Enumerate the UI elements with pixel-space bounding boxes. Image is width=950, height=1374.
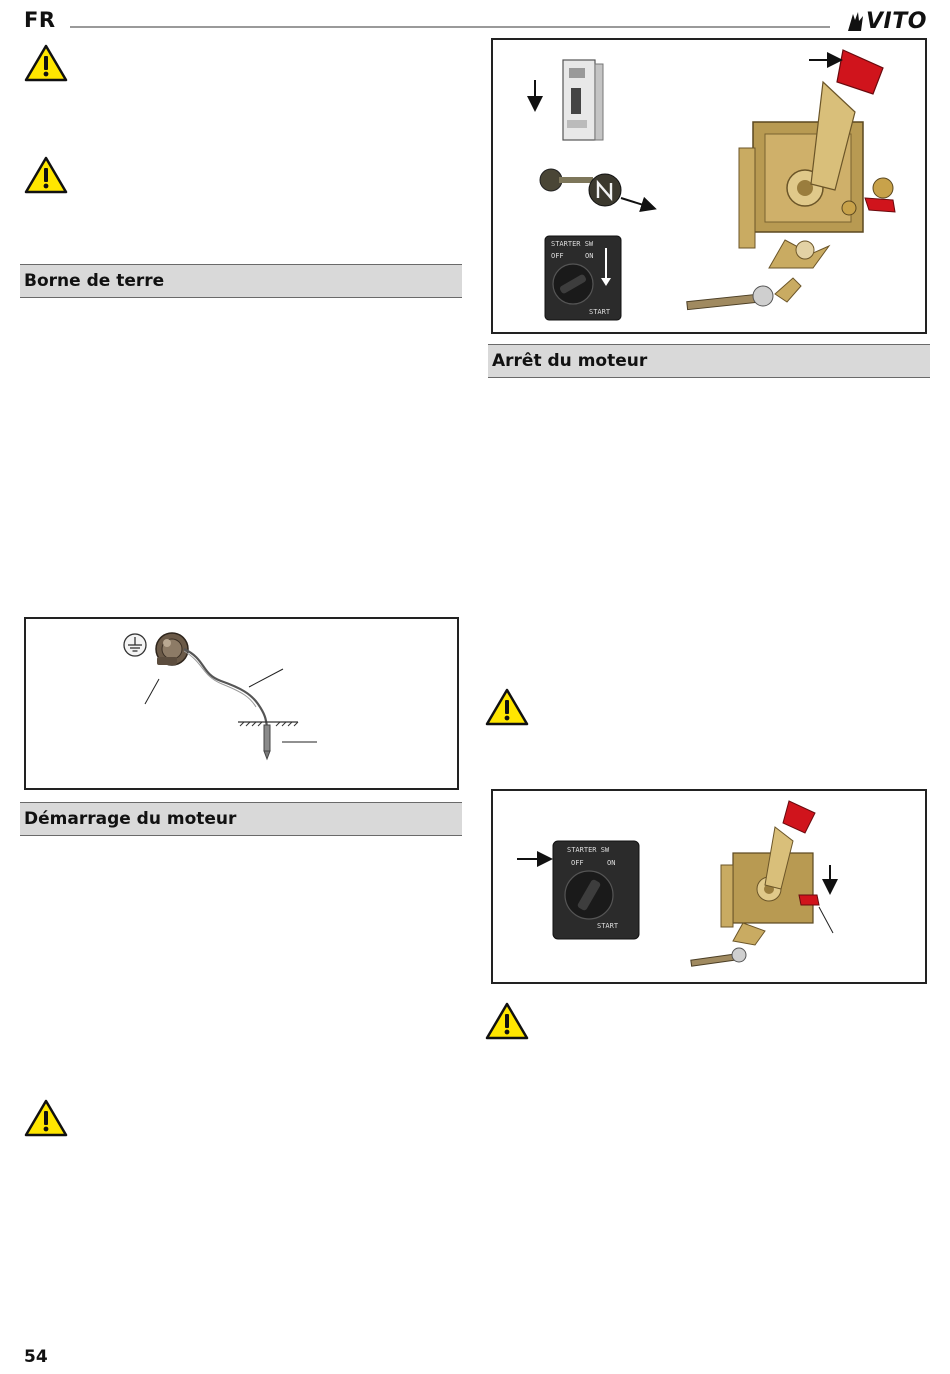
language-code: FR [24,8,56,32]
callout-line [145,679,159,704]
switch-start-label: START [589,308,611,316]
throttle-control-assembly [691,801,819,966]
circuit-breaker [563,60,603,140]
warning-triangle-icon [24,156,68,194]
warning-triangle-icon [485,1002,529,1040]
throttle-control-assembly [687,50,895,310]
earth-ground-icon [124,634,146,656]
warning-triangle-icon [24,44,68,82]
switch-start-label: START [597,922,619,930]
callout-line [249,669,283,687]
earth-terminal-nut [156,633,188,665]
switch-off-label: OFF [551,252,564,260]
starter-switch-panel [553,841,639,939]
earth-terminal-figure [24,617,459,790]
engine-stop-figure [491,789,927,984]
brand-flame-icon [846,10,866,32]
switch-on-label: ON [607,859,616,867]
header-rule [70,26,830,28]
section-heading-engine-stop: Arrêt du moteur [488,344,930,378]
fuel-valve-knob [540,169,621,206]
arrow-right-icon [621,198,653,208]
warning-triangle-icon [24,1099,68,1137]
callout-line [819,907,833,933]
warning-triangle-icon [485,688,529,726]
starter-switch-title: STARTER SW [551,240,594,248]
page-number: 54 [24,1347,48,1367]
switch-off-label: OFF [571,859,584,867]
section-heading-engine-start: Démarrage du moteur [20,802,462,836]
earth-stake [264,725,270,759]
starter-switch-panel [545,236,621,320]
throttle-lever-red [783,801,815,833]
brand-logo [846,8,930,34]
starter-switch-title: STARTER SW [567,846,610,854]
engine-start-figure [491,38,927,334]
brand-name: VITO [866,8,927,34]
section-heading-earth-terminal: Borne de terre [20,264,462,298]
switch-on-label: ON [585,252,594,260]
throttle-lever-red [837,50,883,94]
